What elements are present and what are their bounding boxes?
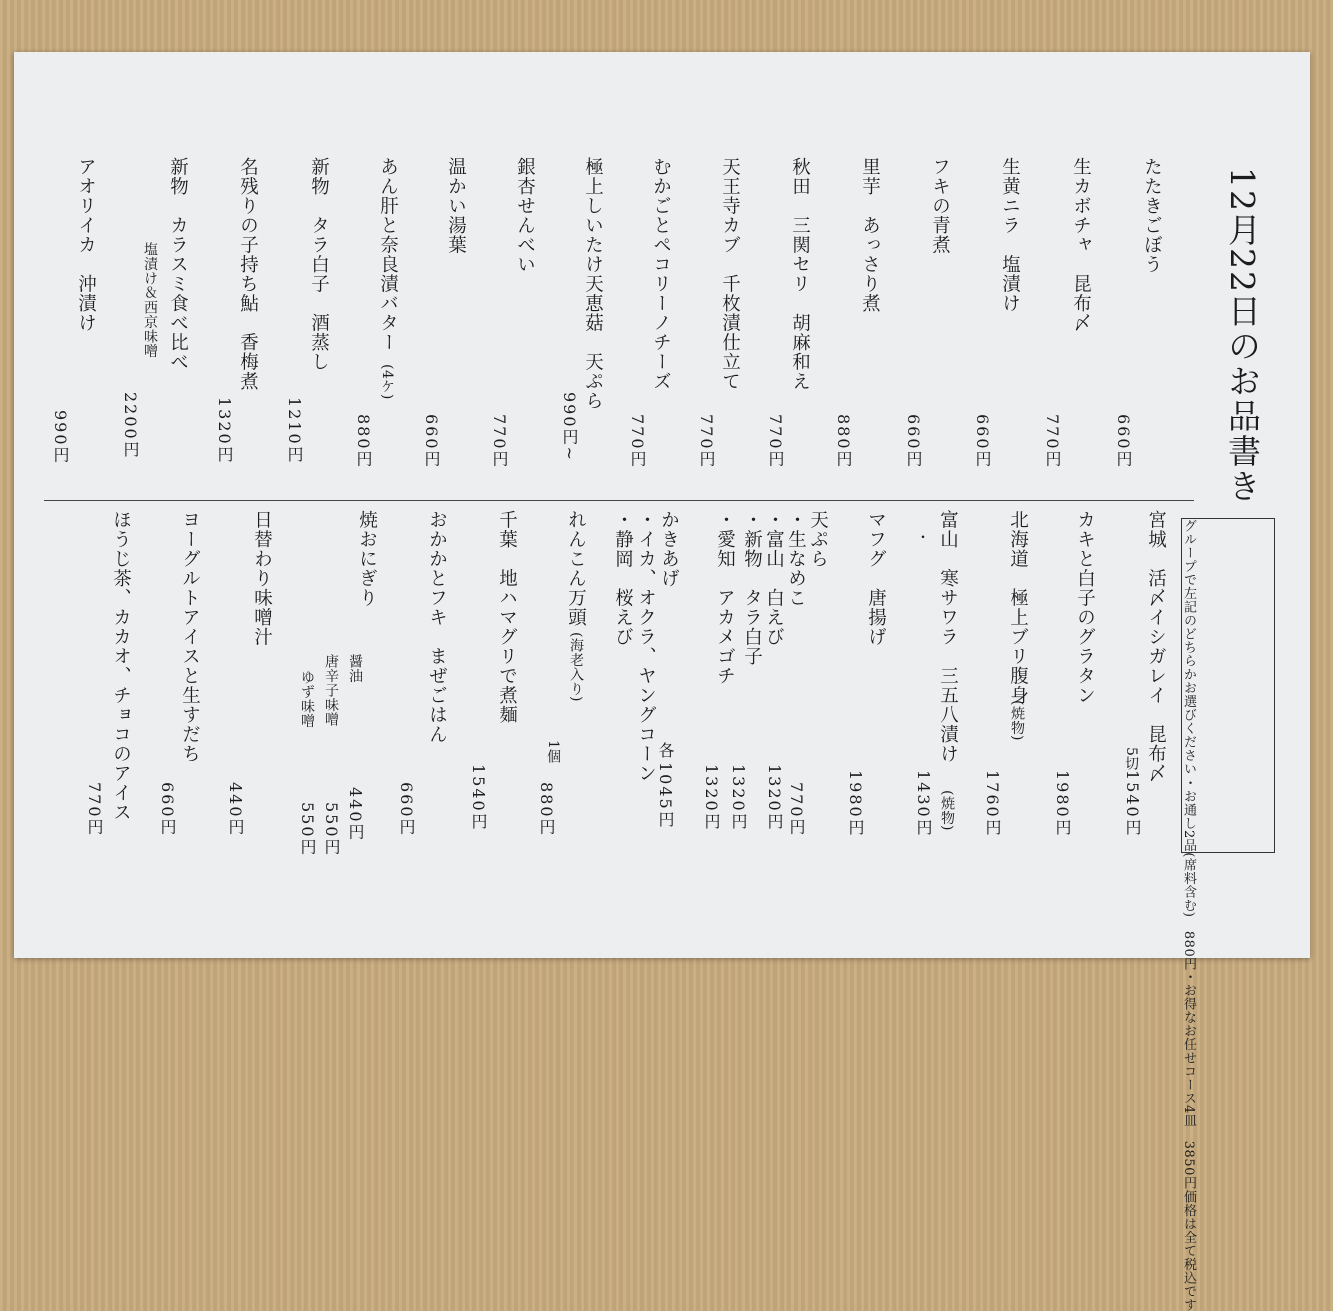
menu-item-name: ・愛知 アカメゴチ	[714, 510, 736, 686]
menu-item-price: 1320円	[215, 397, 234, 464]
menu-item-name: たたきごぼう	[1141, 157, 1163, 274]
menu-item-dot: ・	[914, 530, 930, 545]
menu-item-name: むかごとペコリーノチーズ	[650, 157, 672, 391]
menu-item-price: 1980円	[846, 770, 865, 837]
menu-item-note: (焼物)	[1009, 700, 1025, 741]
onigiri-variant: ゆず味噌	[299, 670, 315, 728]
notice-line-2: ・お通し2品(席料含む) 880円	[1181, 775, 1196, 971]
menu-item-name: おかかとフキ まぜごはん	[426, 510, 448, 744]
menu-item-name: 秋田 三関セリ 胡麻和え	[789, 157, 811, 391]
menu-item-price: 1430円	[914, 770, 933, 837]
section-divider	[44, 500, 1194, 501]
onigiri-variant: 唐辛子味噌	[323, 654, 339, 727]
menu-item-name: 宮城 活〆イシガレイ 昆布〆	[1145, 510, 1167, 783]
menu-item-price: 990円~	[560, 392, 579, 462]
notice-box	[1181, 518, 1275, 1311]
menu-item-name: ・新物 タラ白子	[741, 510, 763, 666]
menu-item-price: 550円	[322, 802, 341, 857]
menu-item-name: 焼おにぎり	[356, 510, 378, 608]
menu-item-price: 1045円	[656, 762, 675, 829]
menu-item-name: ・生なめこ	[785, 510, 807, 608]
menu-item-price: 770円	[490, 414, 509, 469]
notice-line-1: グループで左記のどちらかお選びください	[1181, 519, 1196, 776]
notice-line-4: 価格は全て税込です	[1181, 1189, 1196, 1311]
menu-item-price: 660円	[904, 414, 923, 469]
menu-item-price: 1760円	[983, 770, 1002, 837]
menu-item-name: 銀杏せんべい	[514, 157, 536, 274]
menu-item-price: 1540円	[1123, 770, 1142, 837]
menu-item-price: 1320円	[702, 764, 721, 831]
menu-item-price: 770円	[628, 414, 647, 469]
menu-item-sub: 5切	[1123, 747, 1139, 771]
menu-item-name: 生黄ニラ 塩漬け	[999, 157, 1021, 313]
menu-item-name: ほうじ茶、カカオ、チョコのアイス	[110, 510, 132, 822]
menu-item-name: カキと白子のグラタン	[1074, 510, 1096, 705]
menu-item-name: フキの青煮	[929, 157, 951, 255]
menu-item-note: (4ケ)	[379, 364, 395, 400]
menu-item-name: れんこん万頭	[565, 510, 587, 627]
menu-item-name: 新物 カラスミ食べ比べ	[167, 157, 189, 372]
menu-item-price: 660円	[158, 782, 177, 837]
menu-item-sub: 1個	[545, 740, 561, 764]
menu-item-name: アオリイカ 沖漬け	[75, 157, 97, 333]
menu-item-price: 1980円	[1053, 770, 1072, 837]
menu-item-price: 770円	[1043, 414, 1062, 469]
menu-item-price: 770円	[787, 782, 806, 837]
kakiage-header: かきあげ	[658, 510, 680, 588]
menu-item-price: 440円	[226, 782, 245, 837]
menu-item-name: 極上しいたけ天恵菇 天ぷら	[582, 157, 604, 411]
menu-item-price: 1540円	[469, 764, 488, 831]
menu-item-name: 里芋 あっさり煮	[859, 157, 881, 313]
page-title: 12月22日のお品書き	[1223, 167, 1262, 504]
menu-item-name: ・イカ、オクラ、ヤングコーン	[635, 510, 657, 783]
menu-item-price: 1210円	[285, 397, 304, 464]
menu-item-price: 880円	[354, 414, 373, 469]
menu-item-name: ヨーグルトアイスと生すだち	[179, 510, 201, 764]
menu-item-price: 770円	[85, 782, 104, 837]
menu-item-name: 富山 寒サワラ 三五八漬け	[937, 510, 959, 764]
menu-item-price: 1320円	[765, 764, 784, 831]
menu-item-price: 990円	[51, 410, 70, 465]
menu-item-price: 880円	[537, 782, 556, 837]
menu-item-name: 生カボチャ 昆布〆	[1070, 157, 1092, 333]
menu-item-name: 新物 タラ白子 酒蒸し	[308, 157, 330, 372]
menu-item-price: 440円	[346, 787, 365, 842]
menu-item-name: 北海道 極上ブリ腹身	[1007, 510, 1029, 705]
menu-item-price: 660円	[1114, 414, 1133, 469]
menu-item-name: あん肝と奈良漬バター	[377, 157, 399, 352]
menu-sheet	[14, 52, 1310, 1311]
menu-item-note: (焼物)	[939, 790, 955, 831]
menu-item-price: 1320円	[729, 764, 748, 831]
menu-item-sub: 塩漬け＆西京味噌	[142, 242, 158, 358]
menu-item-price: 660円	[973, 414, 992, 469]
menu-item-name: ・富山 白えび	[763, 510, 785, 647]
menu-item-name: 名残りの子持ち鮎 香梅煮	[237, 157, 259, 391]
menu-item-name: マフグ 唐揚げ	[865, 510, 887, 647]
menu-item-price: 880円	[834, 414, 853, 469]
menu-item-price: 550円	[298, 802, 317, 857]
menu-item-name: ・静岡 桜えび	[612, 510, 634, 647]
notice-line-3: ・お得なお任せコース4皿 3850円	[1181, 970, 1196, 1190]
menu-item-price: 660円	[422, 414, 441, 469]
kakiage-price-prefix: 各	[656, 742, 675, 760]
menu-item-price: 660円	[397, 782, 416, 837]
menu-item-note: (海老入り)	[568, 632, 584, 702]
menu-item-price: 770円	[697, 414, 716, 469]
menu-item-price: 770円	[766, 414, 785, 469]
menu-item-price: 2200円	[121, 392, 140, 459]
menu-item-name: 日替わり味噌汁	[251, 510, 273, 647]
onigiri-variant: 醤油	[347, 654, 363, 683]
menu-item-name: 千葉 地ハマグリで煮麺	[496, 510, 518, 725]
menu-item-name: 温かい湯葉	[445, 157, 467, 255]
tempura-header: 天ぷら	[807, 510, 829, 569]
menu-item-name: 天王寺カブ 千枚漬仕立て	[719, 157, 741, 391]
